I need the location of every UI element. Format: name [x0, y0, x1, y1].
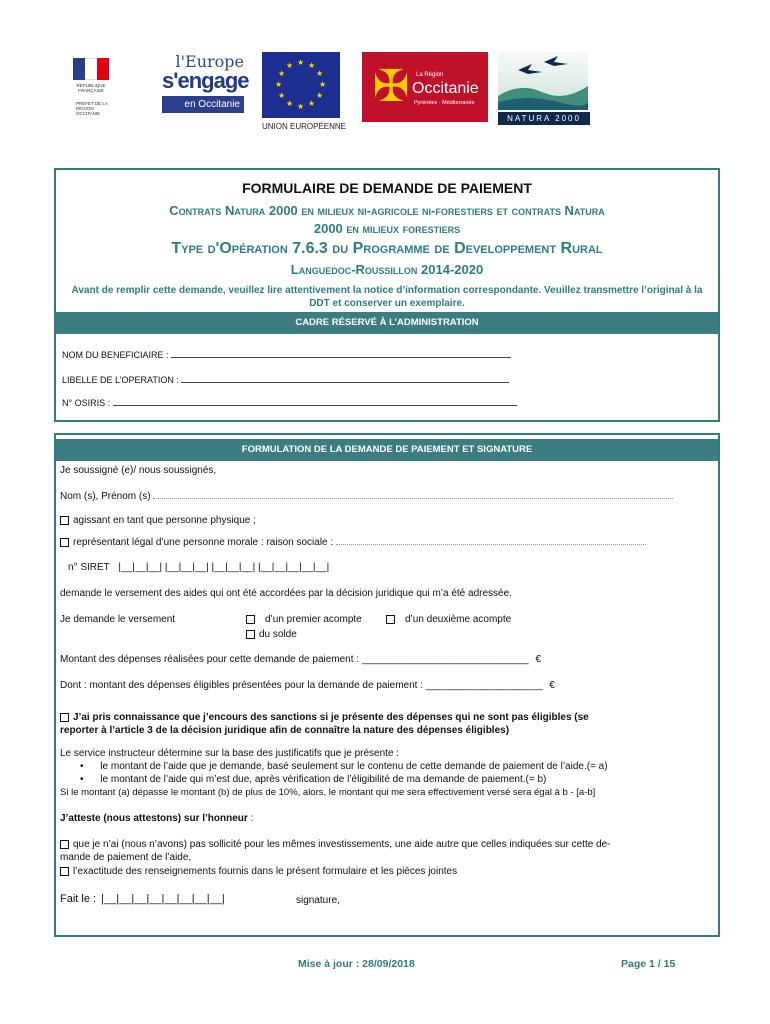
europe-bot-text: en Occitanie [162, 96, 244, 113]
subtitle-forestiers: 2000 en milieux forestiers [313, 221, 461, 236]
natura-birds-icon [498, 52, 588, 110]
subtitle-languedoc: Languedoc-Roussillon 2014-2020 [290, 262, 484, 277]
eu-star-icon: ★ [319, 80, 327, 89]
occ-name-text: Occitanie [412, 80, 479, 97]
date-boxes[interactable]: |__|__|__|__|__|__|__|__| [101, 893, 225, 905]
bullet-a [80, 761, 608, 772]
premier-acompte-label: d’un premier acompte [265, 614, 362, 625]
solde-label: du solde [259, 629, 297, 640]
nom-field [60, 491, 673, 502]
dont-line[interactable]: _____________________ [425, 680, 543, 691]
occitan-cross-icon: ✠ [372, 62, 410, 111]
demande-versement-text: demande le versement des aides qui ont été accordées par la décision juridique qui m’a été adressée. [60, 588, 512, 599]
sanctions-option[interactable] [60, 712, 589, 723]
signature-label: signature, [296, 895, 340, 906]
ue-label: UNION EUROPÉENNE [262, 122, 347, 131]
subtitle-type-operation: Type d'Opération 7.6.3 du Programme de Developpement Rural [171, 240, 603, 257]
eu-star-icon: ★ [316, 91, 324, 100]
solde-checkbox[interactable] [246, 630, 255, 639]
intro-notice: Avant de remplir cette demande, veuillez lire attentivement la notice d’information correspondante. Veuillez transmettre l’original à la DDT et conserver un exemplaire. [71, 285, 703, 309]
title-box [54, 168, 720, 422]
europe-sengage-logo [162, 52, 249, 128]
eu-star-icon: ★ [297, 58, 305, 67]
deuxieme-acompte-option[interactable] [386, 614, 511, 625]
premier-acompte-checkbox[interactable] [246, 615, 255, 624]
dont-field [60, 680, 555, 691]
republique-francaise-logo [64, 58, 118, 128]
eu-star-icon: ★ [308, 60, 316, 70]
occitanie-logo [362, 52, 488, 122]
soussigne-text: Je soussigné (e)/ nous soussignés, [60, 465, 217, 476]
eu-star-icon: ★ [316, 69, 324, 78]
raison-sociale-line[interactable] [336, 537, 646, 545]
bullet-a-text: le montant de l’aide que je demande, basé seulement sur le contenu de cette demande de paiement de l’aide.(= a) [100, 761, 608, 772]
personne-morale-option[interactable] [60, 537, 646, 548]
bullet-b [80, 774, 546, 785]
payment-band: FORMULATION DE LA DEMANDE DE PAIEMENT ET SIGNATURE [56, 439, 718, 461]
beneficiaire-field [62, 350, 511, 360]
premier-acompte-option[interactable] [246, 614, 362, 625]
sanctions-checkbox[interactable] [60, 713, 69, 722]
bullet-a-marker: • [80, 761, 84, 772]
solde-option[interactable] [246, 629, 297, 640]
deuxieme-acompte-checkbox[interactable] [386, 615, 395, 624]
eu-star-icon: ★ [286, 60, 294, 70]
sanctions-line1: J’ai pris connaissance que j’encours des sanctions si je présente des dépenses qui ne sont pas éligibles (se [73, 712, 589, 723]
eu-star-icon: ★ [286, 99, 294, 109]
sollicite-line2: mande de paiement de l’aide, [60, 852, 192, 863]
natura-label: NATURA 2000 [498, 112, 590, 125]
europe-top-text: l'Europe [175, 52, 244, 71]
osiris-field [62, 398, 517, 408]
fait-le-field [60, 893, 225, 905]
siret-boxes[interactable]: |__|__|__| |__|__|__| |__|__|__| |__|__|__|__|__| [118, 562, 330, 573]
beneficiaire-line [171, 350, 511, 358]
exactitude-label: l’exactitude des renseignements fournis dans le présent formulaire et les pièces jointes [73, 866, 458, 877]
personne-physique-option[interactable] [60, 515, 256, 526]
dont-euro: € [549, 680, 555, 691]
eu-star-icon: ★ [277, 91, 286, 100]
bullet-b-text: le montant de l’aide qui m’est due, après vérification de l’éligibilité de ma demande de paiement.(= b) [100, 774, 547, 785]
siret-label: n° SIRET [68, 562, 110, 573]
republique-text: RÉPUBLIQUE FRANÇAISE [76, 83, 106, 93]
libelle-line [181, 375, 509, 383]
deuxieme-acompte-label: d’un deuxième acompte [405, 614, 512, 625]
europe-mid-text: s'engage [162, 68, 249, 93]
montant-euro: € [535, 654, 542, 665]
french-flag-icon [73, 58, 109, 80]
libelle-field [62, 375, 509, 385]
eu-star-icon: ★ [275, 80, 283, 89]
subtitle-contrats: Contrats Natura 2000 en milieux ni-agricole ni-forestiers et contrats Natura [169, 203, 605, 218]
je-demande-label: Je demande le versement [60, 614, 176, 625]
fait-le-label: Fait le : [60, 893, 97, 905]
montant-depenses-line[interactable]: ______________________________ [361, 654, 529, 665]
personne-morale-label: représentant légal d’une personne morale : raison sociale : [73, 537, 334, 548]
atteste-bold: J’atteste (nous attestons) sur l’honneur [60, 813, 248, 824]
occ-sub-text: Pyrénées · Méditerranée [414, 100, 475, 106]
beneficiaire-label: NOM DU BENEFICIAIRE : [62, 350, 169, 360]
eu-star-icon: ★ [297, 102, 305, 111]
prefet-text: PRÉFET DE LA RÉGION OCCITANIE [76, 101, 108, 116]
sollicite-checkbox[interactable] [60, 840, 69, 849]
dont-label: Dont : montant des dépenses éligibles présentées pour la demande de paiement : [60, 680, 424, 691]
admin-band: CADRE RÉSERVÉ À L’ADMINISTRATION [56, 312, 718, 334]
page-number: Page 1 / 15 [621, 958, 676, 970]
si-montant-text: Si le montant (a) dépasse le montant (b) de plus de 10%, alors, le montant qui me sera effectivement versé sera égal à b - [a-b] [60, 787, 596, 798]
payment-request-box [54, 433, 720, 937]
montant-depenses-field [60, 654, 541, 665]
mise-a-jour: Mise à jour : 28/09/2018 [298, 958, 415, 970]
personne-physique-label: agissant en tant que personne physique ; [73, 515, 256, 526]
natura-2000-logo [498, 52, 590, 126]
personne-morale-checkbox[interactable] [60, 538, 69, 547]
eu-star-icon: ★ [277, 69, 286, 78]
siret-field [68, 562, 329, 573]
nom-input-line[interactable] [153, 491, 673, 499]
service-text: Le service instructeur détermine sur la base des justificatifs que je présente : [60, 748, 400, 759]
bullet-b-marker: • [80, 774, 84, 785]
eu-flag-icon [262, 52, 340, 118]
nom-label: Nom (s), Prénom (s) [60, 491, 151, 502]
eu-star-icon: ★ [308, 99, 316, 109]
occ-small-text: La Région [416, 72, 444, 78]
sollicite-option[interactable] [60, 839, 611, 850]
sollicite-line1: que je n’ai (nous n’avons) pas sollicité pour les mêmes investissements, une aide autre que celles indiquées sur cette de- [73, 839, 611, 850]
exactitude-option[interactable] [60, 866, 457, 877]
personne-physique-checkbox[interactable] [60, 516, 69, 525]
sanctions-line2: reporter à l’article 3 de la décision juridique afin de connaître la nature des dépenses éligibles) [60, 725, 510, 736]
exactitude-checkbox[interactable] [60, 867, 69, 876]
atteste-rest: : [247, 813, 254, 824]
libelle-label: LIBELLE DE L’OPERATION : [62, 375, 179, 385]
montant-depenses-label: Montant des dépenses réalisées pour cette demande de paiement : [60, 654, 360, 665]
form-title: FORMULAIRE DE DEMANDE DE PAIEMENT [242, 180, 532, 196]
atteste-heading [60, 813, 253, 824]
osiris-line [113, 398, 517, 406]
osiris-label: N° OSIRIS : [62, 398, 111, 408]
union-europeenne-logo [262, 52, 347, 138]
